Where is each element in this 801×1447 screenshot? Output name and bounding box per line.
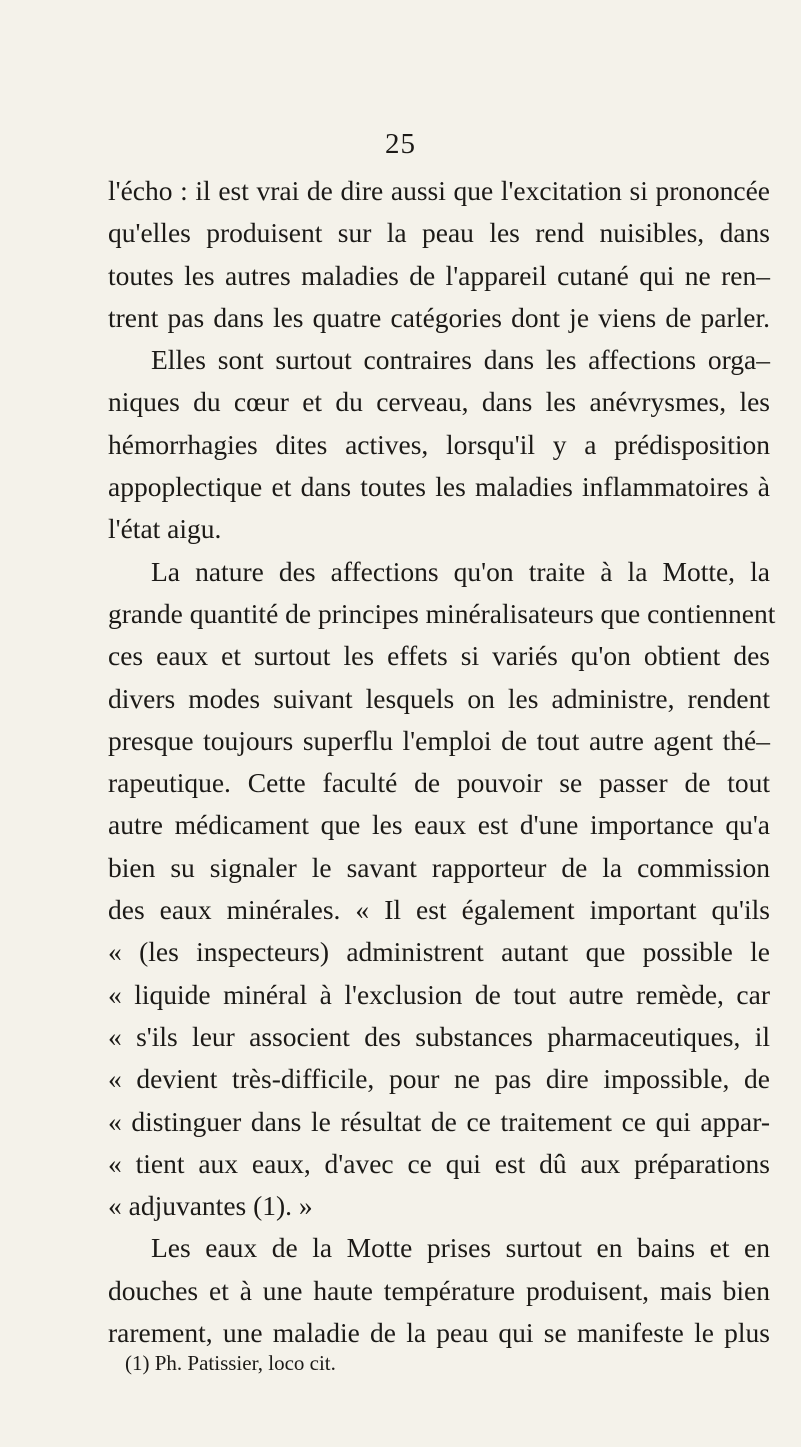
text-line: « liquide minéral à l'exclusion de tout autre remède, car	[108, 978, 770, 1010]
text-line: rapeutique. Cette faculté de pouvoir se passer de tout	[108, 767, 770, 799]
text-line: divers modes suivant lesquels on les administre, rendent	[108, 682, 770, 714]
text-line: Les eaux de la Motte prises surtout en bains et en	[151, 1232, 770, 1264]
footnote: (1) Ph. Patissier, loco cit.	[125, 1351, 336, 1375]
text-line: trent pas dans les quatre catégories dont je viens de parler.	[108, 301, 770, 333]
text-line: bien su signaler le savant rapporteur de la commission	[108, 851, 770, 883]
text-line: niques du cœur et du cerveau, dans les anévrysmes, les	[108, 386, 770, 418]
text-line: toutes les autres maladies de l'appareil cutané qui ne ren–	[108, 259, 770, 291]
text-line: des eaux minérales. « Il est également important qu'ils	[108, 894, 770, 926]
text-line: hémorrhagies dites actives, lorsqu'il y a prédisposition	[108, 428, 770, 460]
text-line: douches et à une haute température produisent, mais bien	[108, 1274, 770, 1306]
text-line: ces eaux et surtout les effets si variés qu'on obtient des	[108, 640, 770, 672]
text-line: l'état aigu.	[108, 513, 222, 545]
text-line: La nature des affections qu'on traite à la Motte, la	[151, 555, 770, 587]
text-line: l'écho : il est vrai de dire aussi que l'excitation si prononcée	[108, 175, 770, 206]
body-text	[108, 170, 776, 1354]
page-number: 25	[385, 128, 416, 160]
text-line: autre médicament que les eaux est d'une importance qu'a	[108, 809, 770, 841]
text-line: presque toujours superflu l'emploi de tout autre agent thé–	[108, 724, 770, 756]
text-line: « (les inspecteurs) administrent autant que possible le	[108, 936, 770, 968]
text-line: « adjuvantes (1). »	[108, 1190, 313, 1222]
text-line: « tient aux eaux, d'avec ce qui est dû aux préparations	[108, 1147, 770, 1179]
text-line: qu'elles produisent sur la peau les rend nuisibles, dans	[108, 217, 770, 249]
text-line: « s'ils leur associent des substances pharmaceutiques, il	[108, 1020, 770, 1052]
text-line: grande quantité de principes minéralisateurs que contiennent	[108, 597, 776, 629]
text-line: rarement, une maladie de la peau qui se manifeste le plus	[108, 1317, 770, 1349]
text-line: Elles sont surtout contraires dans les affections orga–	[151, 344, 770, 376]
text-line: « distinguer dans le résultat de ce traitement ce qui appar-	[108, 1105, 770, 1137]
text-line: appoplectique et dans toutes les maladies inflammatoires à	[108, 471, 770, 503]
text-line: « devient très-difficile, pour ne pas dire impossible, de	[108, 1063, 770, 1095]
